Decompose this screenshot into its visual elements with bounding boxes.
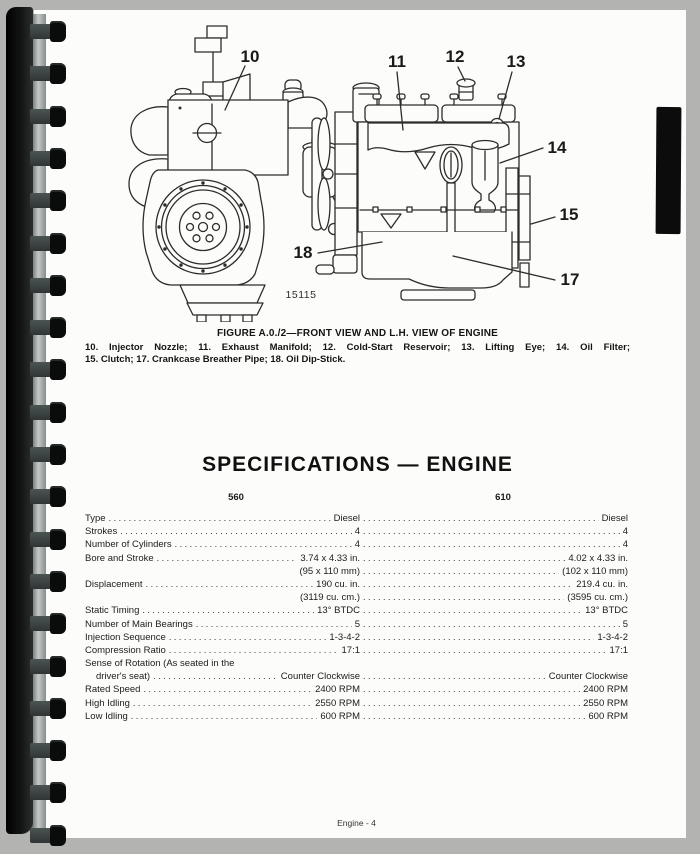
valve-cover-studs xyxy=(373,94,506,105)
dot-leader xyxy=(363,538,620,551)
dot-leader xyxy=(363,565,559,578)
spec-value-560: 3.74 x 4.33 in. xyxy=(300,552,360,564)
spec-value-560: 4 xyxy=(354,526,360,538)
section-title: SPECIFICATIONS — ENGINE xyxy=(202,453,513,476)
spec-row xyxy=(85,538,628,551)
binding-tooth-tip xyxy=(50,21,66,42)
spec-row xyxy=(85,631,628,644)
figure-caption-legend-line1: 10. Injector Nozzle; 11. Exhaust Manifold; 12. Cold-Start Reservoir; 13. Lifting Eye; 14. Oil Filter; xyxy=(85,342,630,353)
callout-11: 11 xyxy=(388,52,406,71)
spec-label: Type xyxy=(85,513,106,524)
spec-label: Displacement xyxy=(85,578,143,590)
dot-leader xyxy=(363,618,620,631)
spec-label: Rated Speed xyxy=(85,684,141,696)
spec-row xyxy=(85,525,628,538)
spec-value-610: Counter Clockwise xyxy=(548,671,628,683)
spec-label: Low Idling xyxy=(85,710,128,722)
dot-leader xyxy=(363,604,582,617)
callout-17: 17 xyxy=(560,270,580,289)
binding-tooth-tip xyxy=(50,190,66,211)
spec-label: driver's seat) xyxy=(96,671,151,683)
dot-leader xyxy=(363,525,620,538)
binding-tooth-tip xyxy=(50,782,66,803)
dot-leader xyxy=(363,578,573,591)
spec-label: Bore and Stroke xyxy=(85,552,154,564)
callout-15-leader xyxy=(531,217,555,224)
callout-14: 14 xyxy=(547,138,567,157)
callout-18: 18 xyxy=(293,243,313,262)
dot-leader xyxy=(157,552,298,565)
spec-row xyxy=(85,591,628,604)
spec-row xyxy=(85,565,628,578)
dot-leader xyxy=(363,552,565,565)
binding-tooth-tip xyxy=(50,63,66,84)
spec-value-560: 2550 RPM xyxy=(315,697,360,709)
spec-value-610: 2550 RPM xyxy=(583,697,628,709)
dot-leader xyxy=(196,618,352,631)
dot-leader xyxy=(109,512,331,525)
spec-value-610: 1-3-4-2 xyxy=(597,631,628,643)
spiral-binding xyxy=(0,0,90,854)
spec-row xyxy=(85,710,628,723)
spec-value-560: Counter Clockwise xyxy=(280,671,360,683)
spec-row xyxy=(85,644,628,657)
spec-value-560: (3119 cu. cm.) xyxy=(299,592,360,604)
dot-leader xyxy=(133,697,312,710)
dot-leader xyxy=(363,591,564,604)
spec-value-560: 13° BTDC xyxy=(317,605,360,617)
spec-row xyxy=(85,683,628,696)
figure-caption xyxy=(85,328,630,365)
binding-tooth-tip xyxy=(50,402,66,423)
spec-value-560: Diesel xyxy=(333,513,360,524)
spec-label: High Idling xyxy=(85,697,130,709)
paper-sheet xyxy=(34,10,686,838)
spec-value-610: 600 RPM xyxy=(588,710,628,722)
dot-leader xyxy=(363,710,585,723)
column-header-560: 560 xyxy=(228,492,244,503)
binding-tooth-tip xyxy=(50,275,66,296)
spec-label: Number of Cylinders xyxy=(85,539,172,551)
spec-value-560: 190 cu. in. xyxy=(316,578,360,590)
spec-row xyxy=(85,697,628,710)
spec-value-610: Diesel xyxy=(601,513,628,524)
spec-value-560: 2400 RPM xyxy=(315,684,360,696)
spec-label: Compression Ratio xyxy=(85,644,166,656)
spec-value-560: 1-3-4-2 xyxy=(329,631,360,643)
spec-value-610: 4.02 x 4.33 in. xyxy=(568,552,628,564)
binding-tooth-tip xyxy=(50,359,66,380)
spec-value-610: 13° BTDC xyxy=(585,605,628,617)
dot-leader xyxy=(146,578,314,591)
dot-leader xyxy=(169,631,327,644)
binding-tooth-tip xyxy=(50,825,66,846)
spec-value-610: 4 xyxy=(622,526,628,538)
binding-bar xyxy=(6,7,33,834)
spec-value-610: 4 xyxy=(622,539,628,551)
spec-value-560: 17:1 xyxy=(341,644,360,656)
dot-leader xyxy=(363,631,594,644)
figure-caption-title: FIGURE A.0./2—FRONT VIEW AND L.H. VIEW OF ENGINE xyxy=(216,328,499,339)
binding-tooth-tip xyxy=(50,233,66,254)
dot-leader xyxy=(142,604,314,617)
spec-value-610: 219.4 cu. in. xyxy=(576,578,628,590)
spec-label: Number of Main Bearings xyxy=(85,618,193,630)
dot-leader xyxy=(363,683,580,696)
spec-row xyxy=(85,657,628,670)
spec-value-610: (3595 cu. cm.) xyxy=(567,592,628,604)
callout-13: 13 xyxy=(506,52,526,71)
spec-value-560: 4 xyxy=(354,539,360,551)
dot-leader xyxy=(363,512,599,525)
dot-leader xyxy=(120,525,351,538)
page-footer: Engine - 4 xyxy=(337,818,376,828)
spec-row xyxy=(85,604,628,617)
dot-leader xyxy=(363,670,546,683)
engine-figure xyxy=(85,22,645,322)
dot-leader xyxy=(143,683,312,696)
figure-caption-legend-line2: 15. Clutch; 17. Crankcase Breather Pipe; 18. Oil Dip-Stick. xyxy=(85,354,346,365)
dot-leader xyxy=(153,670,278,683)
binding-tooth-tip xyxy=(50,740,66,761)
dot-leader xyxy=(131,710,318,723)
spec-label: Static Timing xyxy=(85,605,140,617)
binding-tooth-tip xyxy=(50,444,66,465)
spec-value-610: 5 xyxy=(622,618,628,630)
binding-tooth-tip xyxy=(50,106,66,127)
spec-row xyxy=(85,670,628,683)
spec-label: Injection Sequence xyxy=(85,631,166,643)
spec-value-610: 2400 RPM xyxy=(583,684,628,696)
spec-table xyxy=(85,512,628,723)
spec-value-560: 5 xyxy=(354,618,360,630)
dot-leader xyxy=(363,644,607,657)
figure-number: 15115 xyxy=(285,289,317,301)
section-index-tab xyxy=(656,107,682,234)
binding-tooth-tip xyxy=(50,571,66,592)
dot-leader xyxy=(169,644,339,657)
spec-row xyxy=(85,618,628,631)
spec-label: Strokes xyxy=(85,526,118,538)
binding-tooth-tip xyxy=(50,698,66,719)
spec-column-headers xyxy=(85,492,630,504)
spec-value-610: 17:1 xyxy=(609,644,628,656)
binding-tooth-tip xyxy=(50,317,66,338)
spec-row xyxy=(85,552,628,565)
binding-tooth-tip xyxy=(50,529,66,550)
spec-value-560: 600 RPM xyxy=(320,710,360,722)
spec-value-610: (102 x 110 mm) xyxy=(562,565,628,577)
dot-leader xyxy=(175,538,352,551)
spec-label: Sense of Rotation (As seated in the xyxy=(85,658,235,670)
spec-row xyxy=(85,578,628,591)
binding-tooth-tip xyxy=(50,486,66,507)
binding-tooth-tip xyxy=(50,613,66,634)
binding-tooth-tip xyxy=(50,148,66,169)
engine-front-view-drawing xyxy=(129,26,340,322)
callout-12: 12 xyxy=(445,47,465,66)
spec-row xyxy=(85,512,628,525)
dot-leader xyxy=(363,697,580,710)
callout-10: 10 xyxy=(240,47,260,66)
callout-15: 15 xyxy=(559,205,579,224)
spec-value-560: (95 x 110 mm) xyxy=(299,565,360,577)
column-header-610: 610 xyxy=(495,492,511,503)
binding-tooth-tip xyxy=(50,656,66,677)
